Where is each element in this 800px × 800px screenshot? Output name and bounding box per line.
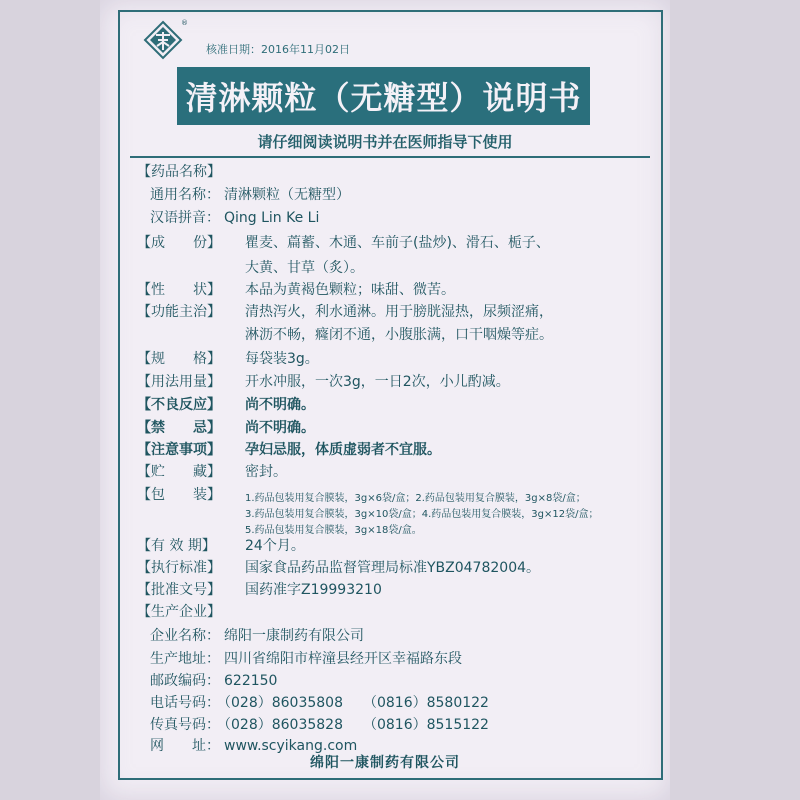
company-row: 企业名称： 绵阳一康制药有限公司 [150,628,364,644]
kang-logo-icon [143,20,183,60]
description-row: 【性 状】 本品为黄褐色颗粒；味甜、微苦。 [137,282,455,298]
manufacturer-heading: 【生产企业】 [137,604,221,620]
ingredients-line2: 大黄、甘草（炙）。 [245,260,364,276]
footer-company: 绵阳一康制药有限公司 [310,755,460,771]
approval-date: 核准日期：2016年11月02日 [206,43,350,56]
storage-row: 【贮 藏】 密封。 [137,464,287,480]
spec-row: 【规 格】 每袋装3g。 [137,351,319,367]
page-title: 清淋颗粒（无糖型）说明书 [177,67,590,125]
drug-name-heading: 【药品名称】 [137,164,221,180]
ingredients-row: 【成 份】 瞿麦、萹蓄、木通、车前子(盐炒)、滑石、栀子、 [137,235,550,251]
precautions-row: 【注意事项】 孕妇忌服，体质虚弱者不宜服。 [137,442,441,458]
adverse-row: 【不良反应】 尚不明确。 [137,397,315,413]
indications-line2: 淋沥不畅，癃闭不通，小腹胀满，口干咽燥等症。 [245,327,553,343]
package-label: 【包 装】 [137,487,221,503]
contraindications-row: 【禁 忌】 尚不明确。 [137,420,315,436]
address-row: 生产地址： 四川省绵阳市梓潼县经开区幸福路东段 [150,651,462,667]
divider-top [130,156,650,158]
approval-number-row: 【批准文号】 国药准字Z19993210 [137,582,382,598]
package-line1: 1.药品包装用复合膜装，3g×6袋/盒；2.药品包装用复合膜装，3g×8袋/盒； [245,493,586,504]
postcode-row: 邮政编码： 622150 [150,673,278,689]
registered-mark: ® [181,19,188,27]
phone-row: 电话号码： （028）86035808 （0816）8580122 [150,695,489,711]
pinyin-row: 汉语拼音： Qing Lin Ke Li [150,210,320,226]
indications-row: 【功能主治】 清热泻火，利水通淋。用于膀胱湿热，尿频涩痛， [137,304,553,320]
standard-row: 【执行标准】 国家食品药品监督管理局标准YBZ04782004。 [137,560,541,576]
subtitle: 请仔细阅读说明书并在医师指导下使用 [257,133,513,151]
website-row: 网 址： www.scyikang.com [150,738,358,754]
dosage-row: 【用法用量】 开水冲服，一次3g，一日2次，小儿酌减。 [137,374,510,390]
package-line2: 3.药品包装用复合膜装，3g×10袋/盒；4.药品包装用复合膜装，3g×12袋/盒； [245,509,599,520]
fax-row: 传真号码： （028）86035828 （0816）8515122 [150,717,489,733]
generic-name-row: 通用名称： 清淋颗粒（无糖型） [150,187,350,203]
validity-row: 【有 效 期】 24个月。 [137,538,305,554]
package-line3: 5.药品包装用复合膜装，3g×18袋/盒。 [245,525,422,536]
